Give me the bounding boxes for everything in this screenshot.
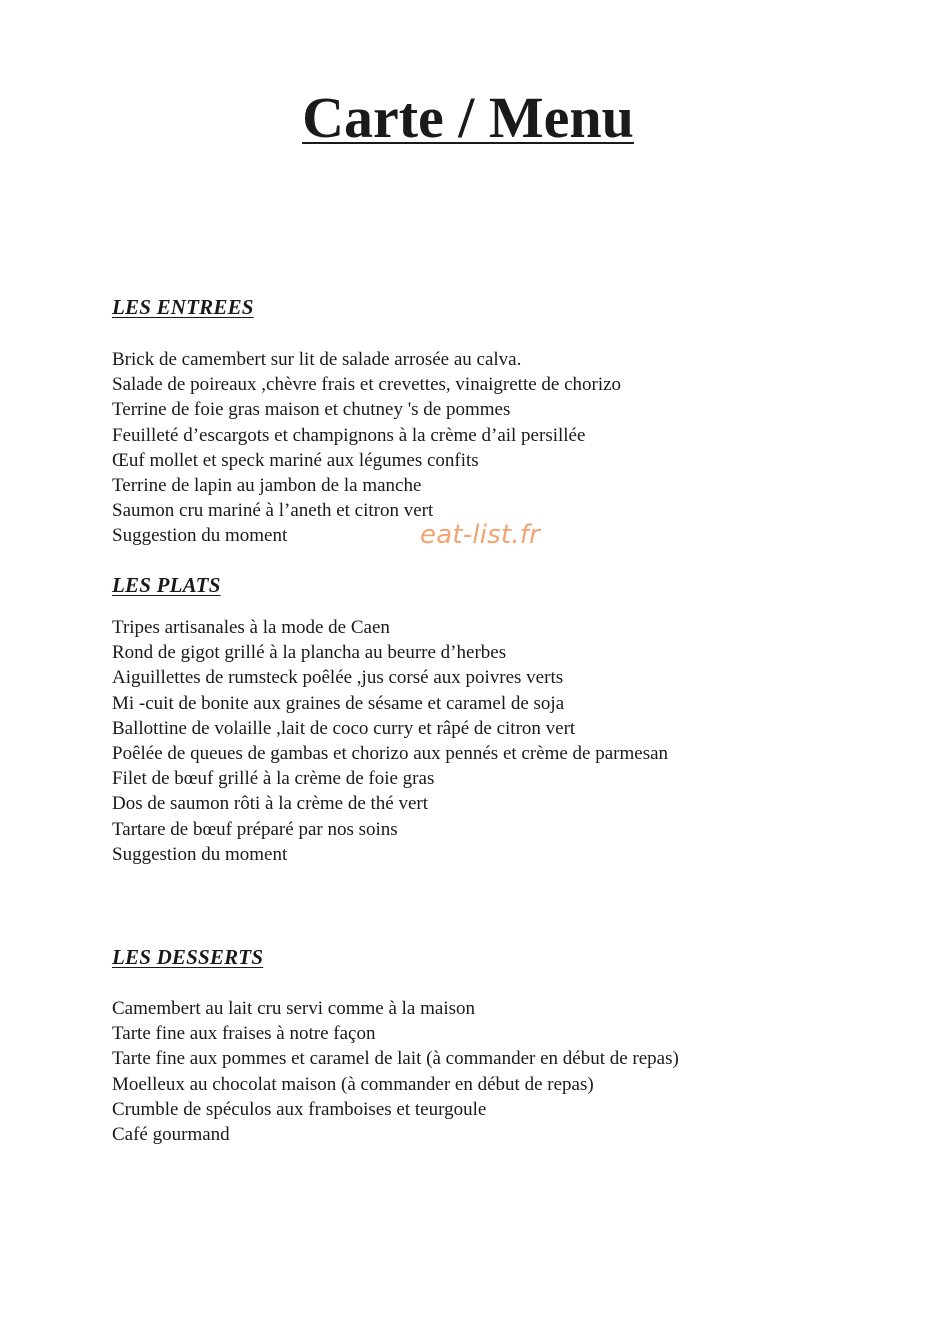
menu-item: Aiguillettes de rumsteck poêlée ,jus corsé aux poivres verts (112, 667, 564, 689)
section-heading-desserts: LES DESSERTS (112, 945, 264, 969)
menu-item: Poêlée de queues de gambas et chorizo aux pennés et crème de parmesan (112, 742, 669, 764)
section-heading-entrees: LES ENTREES (112, 295, 254, 319)
menu-item: Dos de saumon rôti à la crème de thé vert (112, 793, 429, 815)
entrees-list (112, 347, 621, 549)
plats-list (112, 615, 668, 867)
menu-item: Rond de gigot grillé à la plancha au beurre d’herbes (112, 642, 507, 664)
menu-item: Terrine de foie gras maison et chutney 's de pommes (112, 399, 511, 421)
menu-item: Crumble de spéculos aux framboises et teurgoule (112, 1098, 487, 1120)
menu-item: Tripes artisanales à la mode de Caen (112, 617, 390, 638)
section-plats (112, 572, 872, 865)
section-desserts (112, 944, 872, 1145)
menu-item: Mi -cuit de bonite aux graines de sésame et caramel de soja (112, 692, 565, 714)
menu-item: Saumon cru mariné à l’aneth et citron vert (112, 500, 434, 522)
menu-item: Tartare de bœuf préparé par nos soins (112, 818, 398, 840)
menu-item: Moelleux au chocolat maison (à commander en début de repas) (112, 1073, 594, 1095)
page-title: Carte / Menu (302, 85, 634, 150)
menu-item: Ballottine de volaille ,lait de coco curry et râpé de citron vert (112, 717, 576, 739)
menu-item: Tarte fine aux pommes et caramel de lait (à commander en début de repas) (112, 1048, 679, 1070)
watermark: eat-list.fr (420, 520, 540, 550)
menu-item: Suggestion du moment (112, 525, 288, 547)
menu-item: Tarte fine aux fraises à notre façon (112, 1023, 376, 1045)
menu-item: Suggestion du moment (112, 843, 288, 865)
menu-item: Brick de camembert sur lit de salade arrosée au calva. (112, 349, 522, 370)
section-heading-plats: LES PLATS (112, 573, 221, 597)
menu-item: Camembert au lait cru servi comme à la maison (112, 998, 475, 1019)
menu-item: Café gourmand (112, 1123, 230, 1145)
menu-item: Feuilleté d’escargots et champignons à la crème d’ail persillée (112, 424, 586, 446)
desserts-list (112, 996, 679, 1147)
menu-item: Filet de bœuf grillé à la crème de foie gras (112, 768, 435, 790)
menu-item: Salade de poireaux ,chèvre frais et crevettes, vinaigrette de chorizo (112, 374, 622, 396)
menu-item: Œuf mollet et speck mariné aux légumes confits (112, 449, 479, 471)
menu-item: Terrine de lapin au jambon de la manche (112, 474, 422, 496)
